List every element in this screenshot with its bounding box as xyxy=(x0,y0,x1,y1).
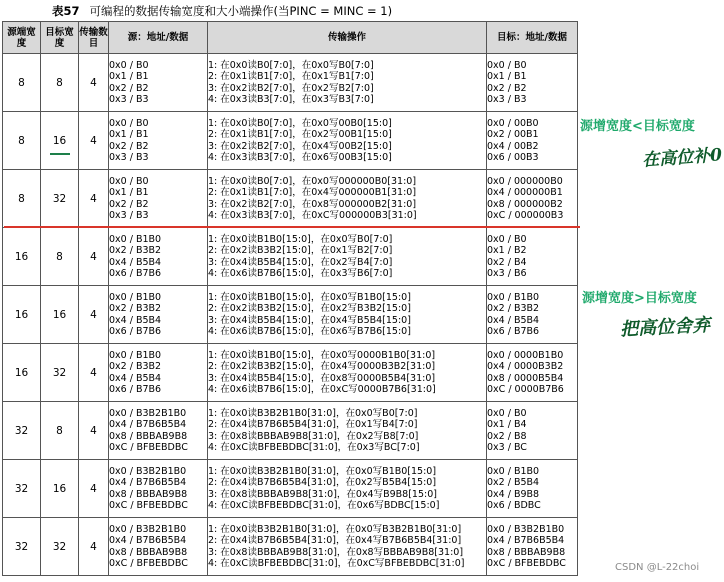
cell-src-addr xyxy=(109,460,208,518)
table-row xyxy=(3,344,578,402)
cell-op-line: 3: 在0x8读BBBAB9B8[31:0]，在0x8写BBBAB9B8[31:0] xyxy=(208,546,464,558)
cell-op-line: 4: 在0x6读B7B6[15:0]，在0x3写B6[7:0] xyxy=(208,268,393,279)
cell-dst-addr-line: 0x1 / B4 xyxy=(487,419,527,430)
cell-src-addr xyxy=(109,112,208,170)
cell-count: 4 xyxy=(79,518,109,576)
cell-count: 4 xyxy=(79,228,109,286)
cell-dst-addr-line: 0x6 / 00B3 xyxy=(487,152,539,163)
cell-dst-addr-line: 0x2 / B5B4 xyxy=(487,477,540,488)
cell-src-width: 8 xyxy=(3,54,41,112)
cell-src-width: 32 xyxy=(3,518,41,576)
cell-op-line: 4: 在0xC读BFBEBDBC[31:0]，在0xC写BFBEBDBC[31:0] xyxy=(208,558,465,569)
table-row xyxy=(3,518,578,576)
cell-dst-addr-line: 0xC / 000000B3 xyxy=(487,210,564,221)
cell-src-width: 8 xyxy=(3,170,41,228)
cell-dst-addr xyxy=(487,460,578,518)
cell-src-addr-line: 0x0 / B0 xyxy=(109,117,149,129)
cell-dst-addr-line: 0x3 / B6 xyxy=(487,268,527,279)
cell-dst-addr-line: 0x0 / 00B0 xyxy=(487,117,539,129)
table-row xyxy=(3,170,578,228)
header-op: 传输操作 xyxy=(208,22,487,54)
table-number: 表57 xyxy=(52,4,80,18)
cell-op xyxy=(208,228,487,286)
cell-dst-addr xyxy=(487,112,578,170)
cell-src-width: 32 xyxy=(3,460,41,518)
cell-dst-addr-line: 0x4 / 0000B3B2 xyxy=(487,361,564,372)
cell-op-line: 4: 在0x3读B3[7:0]，在0xC写000000B3[31:0] xyxy=(208,210,417,221)
cell-src-addr-line: 0x2 / B2 xyxy=(109,82,149,94)
cell-count: 4 xyxy=(79,170,109,228)
cell-dst-width: 8 xyxy=(41,54,79,112)
cell-src-addr-line: 0x2 / B2 xyxy=(109,140,149,152)
cell-dst-addr-line: 0xC / 0000B7B6 xyxy=(487,384,564,395)
cell-op xyxy=(208,170,487,228)
cell-op-line: 1: 在0x0读B3B2B1B0[31:0]，在0x0写B3B2B1B0[31:0] xyxy=(208,523,462,535)
cell-dst-addr xyxy=(487,54,578,112)
cell-src-addr-line: 0x8 / BBBAB9B8 xyxy=(109,546,188,558)
cell-dst-width: 32 xyxy=(41,518,79,576)
handwritten-pad-zero: 在高位补0 xyxy=(641,145,723,171)
table-row xyxy=(3,54,578,112)
cell-op-line: 1: 在0x0读B0[7:0]，在0x0写00B0[15:0] xyxy=(208,117,392,129)
table-row xyxy=(3,228,578,286)
cell-dst-addr-line: 0x0 / 0000B1B0 xyxy=(487,349,564,361)
cell-src-addr-line: 0x4 / B5B4 xyxy=(109,314,162,326)
cell-src-addr-line: 0x1 / B1 xyxy=(109,129,149,140)
cell-dst-addr xyxy=(487,286,578,344)
cell-op-line: 1: 在0x0读B0[7:0]，在0x0写B0[7:0] xyxy=(208,59,374,71)
table-row xyxy=(3,112,578,170)
cell-src-addr xyxy=(109,228,208,286)
cell-dst-addr-line: 0x4 / B9B8 xyxy=(487,488,540,500)
cell-src-addr-line: 0x4 / B7B6B5B4 xyxy=(109,477,187,488)
cell-op-line: 4: 在0x3读B3[7:0]，在0x3写B3[7:0] xyxy=(208,94,374,105)
cell-op-line: 1: 在0x0读B1B0[15:0]，在0x0写B0[7:0] xyxy=(208,233,393,245)
cell-src-addr-line: 0x4 / B5B4 xyxy=(109,256,162,268)
cell-dst-addr-line: 0x4 / 000000B1 xyxy=(487,187,563,198)
cell-dst-width: 16 xyxy=(41,460,79,518)
watermark: CSDN @L-22choi xyxy=(615,562,700,573)
cell-src-addr-line: 0xC / BFBEBDBC xyxy=(109,442,188,453)
cell-src-addr-line: 0x1 / B1 xyxy=(109,71,149,82)
cell-src-addr-line: 0x0 / B3B2B1B0 xyxy=(109,523,187,535)
table-row xyxy=(3,460,578,518)
cell-count: 4 xyxy=(79,286,109,344)
cell-src-addr-line: 0x0 / B3B2B1B0 xyxy=(109,465,187,477)
cell-src-addr-line: 0x6 / B7B6 xyxy=(109,384,162,395)
cell-dst-width: 16 xyxy=(41,286,79,344)
cell-op-line: 1: 在0x0读B1B0[15:0]，在0x0写0000B1B0[31:0] xyxy=(208,349,436,361)
cell-dst-addr-line: 0x6 / B7B6 xyxy=(487,326,540,337)
cell-src-addr-line: 0x2 / B3B2 xyxy=(109,361,162,372)
cell-dst-addr-line: 0xC / BFBEBDBC xyxy=(487,558,566,569)
cell-dst-addr-line: 0x8 / 0000B5B4 xyxy=(487,372,564,384)
cell-src-addr-line: 0x4 / B5B4 xyxy=(109,372,162,384)
cell-dst-addr-line: 0x2 / B4 xyxy=(487,256,527,268)
cell-dst-width-value: 16 xyxy=(52,134,67,147)
cell-src-addr-line: 0xC / BFBEBDBC xyxy=(109,558,188,569)
cell-src-addr-line: 0x3 / B3 xyxy=(109,94,149,105)
annotation-wide-to-narrow: 源增宽度>目标宽度 xyxy=(582,291,697,306)
divider-red-line xyxy=(4,226,580,228)
cell-dst-addr-line: 0x0 / B0 xyxy=(487,233,527,245)
cell-op-line: 2: 在0x1读B1[7:0]，在0x4写000000B1[31:0] xyxy=(208,187,417,198)
cell-dst-addr-line: 0x0 / B3B2B1B0 xyxy=(487,523,565,535)
cell-count: 4 xyxy=(79,460,109,518)
cell-src-addr-line: 0x3 / B3 xyxy=(109,152,149,163)
cell-op-line: 4: 在0x6读B7B6[15:0]，在0x6写B7B6[15:0] xyxy=(208,326,411,337)
cell-op-line: 4: 在0xC读BFBEBDBC[31:0]，在0x3写BC[7:0] xyxy=(208,442,420,453)
cell-op xyxy=(208,344,487,402)
header-src-width: 源端宽度 xyxy=(3,22,41,54)
cell-dst-addr xyxy=(487,170,578,228)
cell-src-addr-line: 0x0 / B3B2B1B0 xyxy=(109,407,187,419)
cell-src-addr-line: 0xC / BFBEBDBC xyxy=(109,500,188,511)
cell-op xyxy=(208,54,487,112)
cell-op xyxy=(208,402,487,460)
cell-src-addr-line: 0x0 / B0 xyxy=(109,59,149,71)
header-count: 传输数目 xyxy=(79,22,109,54)
cell-dst-addr-line: 0x4 / B5B4 xyxy=(487,314,540,326)
cell-src-addr-line: 0x6 / B7B6 xyxy=(109,326,162,337)
cell-op-line: 1: 在0x0读B3B2B1B0[31:0]，在0x0写B1B0[15:0] xyxy=(208,465,437,477)
cell-op-line: 4: 在0x3读B3[7:0]，在0x6写00B3[15:0] xyxy=(208,152,392,163)
cell-dst-addr-line: 0x2 / 00B1 xyxy=(487,129,539,140)
cell-dst-addr xyxy=(487,402,578,460)
cell-src-addr xyxy=(109,402,208,460)
cell-op-line: 2: 在0x4读B7B6B5B4[31:0]，在0x2写B5B4[15:0] xyxy=(208,477,437,488)
cell-op-line: 3: 在0x4读B5B4[15:0]，在0x2写B4[7:0] xyxy=(208,256,393,268)
table-header-row xyxy=(3,22,578,54)
cell-src-addr-line: 0x2 / B3B2 xyxy=(109,303,162,314)
cell-op-line: 3: 在0x2读B2[7:0]，在0x4写00B2[15:0] xyxy=(208,140,392,152)
cell-dst-width: 8 xyxy=(41,228,79,286)
cell-dst-addr-line: 0x8 / 000000B2 xyxy=(487,198,563,210)
cell-src-addr xyxy=(109,170,208,228)
cell-dst-addr-line: 0x6 / BDBC xyxy=(487,500,541,511)
cell-dst-width: 32 xyxy=(41,170,79,228)
cell-dst-addr xyxy=(487,344,578,402)
cell-op-line: 2: 在0x2读B3B2[15:0]，在0x2写B3B2[15:0] xyxy=(208,303,411,314)
cell-dst-addr-line: 0x2 / B3B2 xyxy=(487,303,540,314)
cell-src-addr-line: 0x4 / B7B6B5B4 xyxy=(109,419,187,430)
cell-dst-addr-line: 0x0 / B1B0 xyxy=(487,291,540,303)
cell-op-line: 1: 在0x0读B1B0[15:0]，在0x0写B1B0[15:0] xyxy=(208,291,411,303)
cell-dst-addr-line: 0x2 / B8 xyxy=(487,430,527,442)
transfer-table xyxy=(2,21,578,576)
cell-src-width: 16 xyxy=(3,228,41,286)
cell-dst-width: 32 xyxy=(41,344,79,402)
cell-dst-addr xyxy=(487,228,578,286)
cell-op-line: 2: 在0x4读B7B6B5B4[31:0]，在0x1写B4[7:0] xyxy=(208,419,418,430)
table-caption xyxy=(52,3,392,19)
cell-op xyxy=(208,518,487,576)
cell-dst-addr-line: 0x4 / B7B6B5B4 xyxy=(487,535,565,546)
cell-op-line: 2: 在0x1读B1[7:0]，在0x1写B1[7:0] xyxy=(208,71,374,82)
cell-dst-addr-line: 0x0 / B1B0 xyxy=(487,465,540,477)
cell-count: 4 xyxy=(79,54,109,112)
cell-src-addr-line: 0x8 / BBBAB9B8 xyxy=(109,430,188,442)
cell-op-line: 4: 在0xC读BFBEBDBC[31:0]，在0x6写BDBC[15:0] xyxy=(208,500,440,511)
cell-op-line: 3: 在0x2读B2[7:0]，在0x2写B2[7:0] xyxy=(208,82,374,94)
table-body xyxy=(3,54,578,576)
cell-dst-addr-line: 0x8 / BBBAB9B8 xyxy=(487,546,566,558)
table-title: 可编程的数据传输宽度和大小端操作(当PINC = MINC = 1) xyxy=(89,4,393,18)
header-src-addr: 源：地址/数据 xyxy=(109,22,208,54)
cell-op-line: 1: 在0x0读B0[7:0]，在0x0写000000B0[31:0] xyxy=(208,175,417,187)
cell-src-addr xyxy=(109,344,208,402)
cell-dst-addr-line: 0x3 / B3 xyxy=(487,94,527,105)
cell-op xyxy=(208,286,487,344)
cell-src-addr-line: 0x3 / B3 xyxy=(109,210,149,221)
cell-src-addr-line: 0x8 / BBBAB9B8 xyxy=(109,488,188,500)
cell-src-addr xyxy=(109,286,208,344)
cell-dst-addr xyxy=(487,518,578,576)
cell-src-addr-line: 0x0 / B1B0 xyxy=(109,349,162,361)
cell-op-line: 2: 在0x2读B3B2[15:0]，在0x4写0000B3B2[31:0] xyxy=(208,361,436,372)
cell-op-line: 3: 在0x4读B5B4[15:0]，在0x4写B5B4[15:0] xyxy=(208,314,411,326)
cell-op-line: 2: 在0x2读B3B2[15:0]，在0x1写B2[7:0] xyxy=(208,245,393,256)
cell-src-width: 8 xyxy=(3,112,41,170)
handwritten-discard-high: 把高位舍弃 xyxy=(619,314,711,341)
cell-op-line: 3: 在0x2读B2[7:0]，在0x8写000000B2[31:0] xyxy=(208,198,417,210)
cell-src-addr-line: 0x2 / B2 xyxy=(109,198,149,210)
cell-dst-addr-line: 0x3 / BC xyxy=(487,442,527,453)
cell-src-addr-line: 0x2 / B3B2 xyxy=(109,245,162,256)
cell-src-addr-line: 0x0 / B1B0 xyxy=(109,233,162,245)
cell-dst-addr-line: 0x0 / B0 xyxy=(487,59,527,71)
header-dst-width: 目标宽度 xyxy=(41,22,79,54)
cell-src-addr-line: 0x1 / B1 xyxy=(109,187,149,198)
cell-op-line: 3: 在0x8读BBBAB9B8[31:0]，在0x2写B8[7:0] xyxy=(208,430,419,442)
cell-dst-addr-line: 0x4 / 00B2 xyxy=(487,140,539,152)
cell-count: 4 xyxy=(79,112,109,170)
cell-dst-addr-line: 0x0 / B0 xyxy=(487,407,527,419)
table-row xyxy=(3,402,578,460)
cell-dst-addr-line: 0x1 / B2 xyxy=(487,245,527,256)
cell-src-addr xyxy=(109,518,208,576)
cell-dst-addr-line: 0x2 / B2 xyxy=(487,82,527,94)
header-dst-addr: 目标：地址/数据 xyxy=(487,22,578,54)
cell-dst-width xyxy=(41,112,79,170)
cell-src-addr-line: 0x6 / B7B6 xyxy=(109,268,162,279)
cell-src-width: 32 xyxy=(3,402,41,460)
green-underline-mark xyxy=(50,153,70,155)
cell-op-line: 3: 在0x4读B5B4[15:0]，在0x8写0000B5B4[31:0] xyxy=(208,372,436,384)
cell-dst-width: 8 xyxy=(41,402,79,460)
annotation-narrow-to-wide: 源增宽度<目标宽度 xyxy=(580,119,695,134)
cell-src-width: 16 xyxy=(3,286,41,344)
cell-dst-addr-line: 0x1 / B1 xyxy=(487,71,527,82)
cell-src-addr-line: 0x0 / B0 xyxy=(109,175,149,187)
cell-src-addr-line: 0x0 / B1B0 xyxy=(109,291,162,303)
cell-op-line: 1: 在0x0读B3B2B1B0[31:0]，在0x0写B0[7:0] xyxy=(208,407,418,419)
cell-dst-addr-line: 0x0 / 000000B0 xyxy=(487,175,563,187)
cell-src-width: 16 xyxy=(3,344,41,402)
cell-op-line: 4: 在0x6读B7B6[15:0]，在0xC写0000B7B6[31:0] xyxy=(208,384,436,395)
cell-op xyxy=(208,112,487,170)
cell-src-addr xyxy=(109,54,208,112)
cell-op-line: 3: 在0x8读BBBAB9B8[31:0]，在0x4写B9B8[15:0] xyxy=(208,488,437,500)
table-row xyxy=(3,286,578,344)
cell-op-line: 2: 在0x1读B1[7:0]，在0x2写00B1[15:0] xyxy=(208,129,392,140)
cell-op xyxy=(208,460,487,518)
cell-op-line: 2: 在0x4读B7B6B5B4[31:0]，在0x4写B7B6B5B4[31:0] xyxy=(208,535,462,546)
cell-count: 4 xyxy=(79,344,109,402)
cell-count: 4 xyxy=(79,402,109,460)
cell-src-addr-line: 0x4 / B7B6B5B4 xyxy=(109,535,187,546)
